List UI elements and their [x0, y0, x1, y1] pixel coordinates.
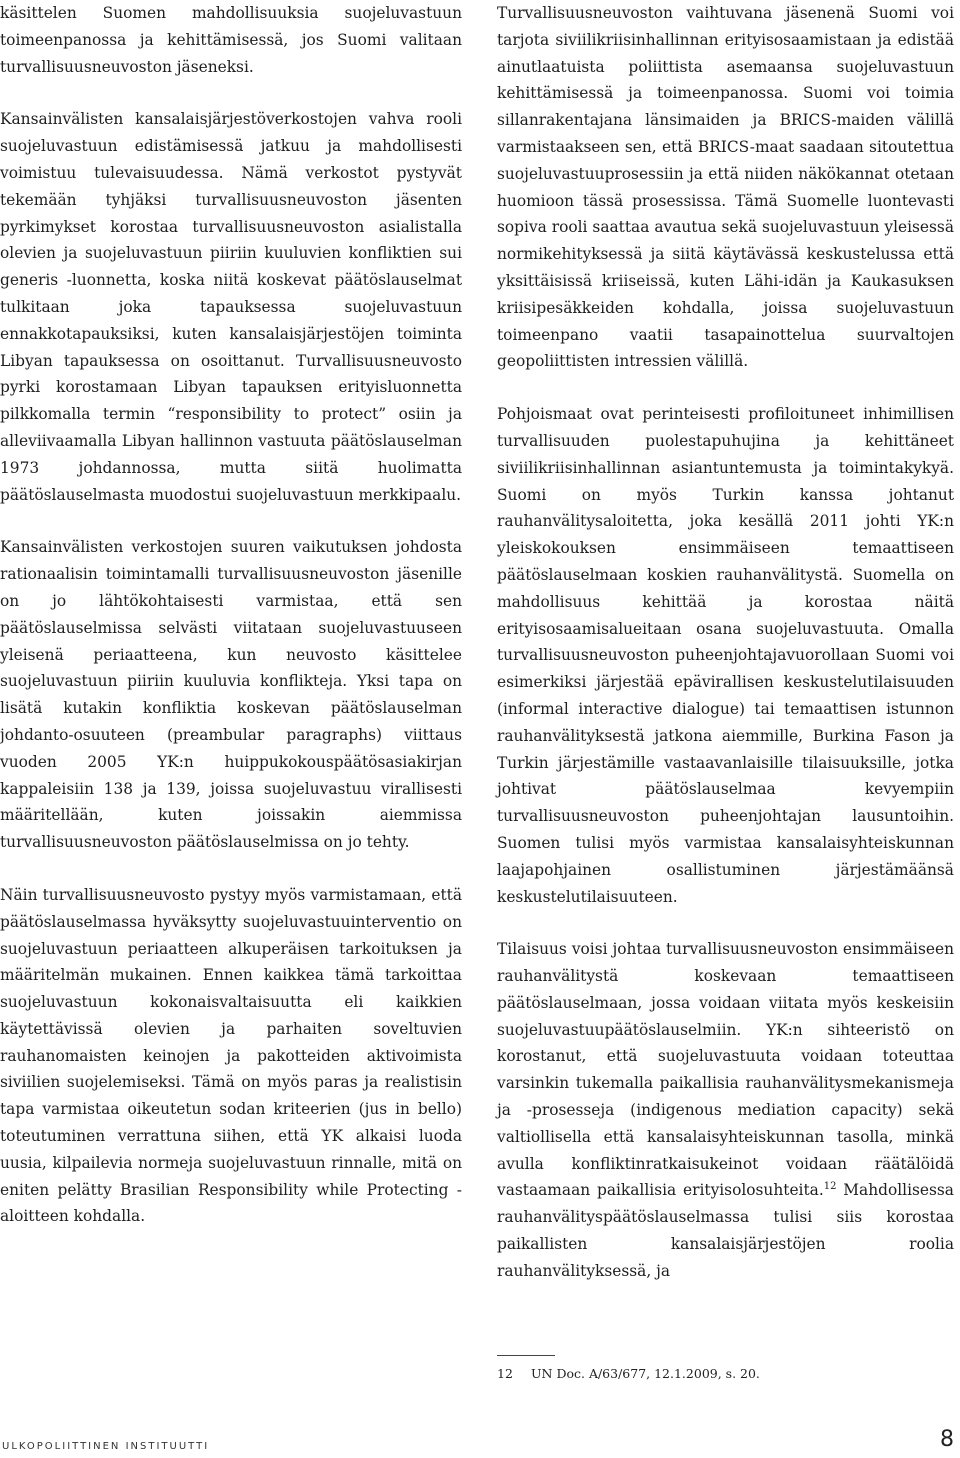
footnote: [497, 1364, 952, 1384]
right-column: [497, 0, 954, 1285]
footnote-reference[interactable]: 12: [823, 1181, 837, 1193]
footnote-divider: [497, 1355, 555, 1356]
footnote-number: 12: [497, 1366, 513, 1381]
paragraph: Turvallisuusneuvoston vaihtuvana jäsenenä Suomi voi tarjota siviilikriisinhallinnan erityisosaamistaan ja edistää ainutlaatuista poliittista asemaansa suojeluvastuun kehittämisessä ja toimeenpanossa. Suomi voi toimia sillanrakentajana länsimaiden ja BRICS-maiden välillä varmistaakseen sen, että BRICS-maat saadaan sitoutettua suojeluvastuuprosessiin ja että niiden näkökannat otetaan huomioon tässä prosessissa. Tämä Suomelle luontevasti sopiva rooli saattaa avautua sekä suojeluvastuun yleisessä normikehityksessä ja siitä käytävässä keskustelussa että yksittäisissä kriiseissä, kuten Lähi-idän ja Kaukasuksen kriisipesäkkeiden kohdalla, joissa suojeluvastuun toimeenpano vaatii tasapainottelua suurvaltojen geopoliittisten intressien välillä.: [497, 4, 954, 371]
footer-publisher: ULKOPOLIITTINEN INSTITUUTTI: [2, 1441, 210, 1452]
paragraph: Kansainvälisten verkostojen suuren vaikutuksen johdosta rationaalisin toimintamalli turvallisuusneuvoston jäsenille on jo lähtökohtaisesti varmistaa, että sen päätöslauselmissa selvästi viitataan suojeluvastuuseen yleisenä periaatteena, kun neuvosto käsittelee suojeluvastuun piiriin kuuluvia konflikteja. Yksi tapa on lisätä kutakin konfliktia koskevan päätöslauselman johdanto-osuuteen (preambular paragraphs) viittaus vuoden 2005 YK:n huippukokouspäätösasiakirjan kappaleisiin 138 ja 139, joissa suojeluvastuu virallisesti määritellään, kuten joissakin aiemmissa turvallisuusneuvoston päätöslauselmissa on jo tehty.: [0, 538, 462, 852]
paragraph: käsittelen Suomen mahdollisuuksia suojeluvastuun toimeenpanossa ja kehittämisessä, jos Suomi valitaan turvallisuusneuvoston jäseneksi.: [0, 4, 462, 76]
paragraph: Pohjoismaat ovat perinteisesti profiloituneet inhimillisen turvallisuuden puolestapuhujina ja kehittäneet siviilikriisinhallinnan asiantuntemusta ja toimintakykyä. Suomi on myös Turkin kanssa johtanut rauhanvälitysaloitetta, joka kesällä 2011 johti YK:n yleiskokouksen ensimmäiseen temaattiseen päätöslauselmaan koskien rauhanvälitystä. Suomella on mahdollisuus kehittää ja korostaa näitä erityisosaamisalueitaan osana suojeluvastuuta. Omalla turvallisuusneuvoston puheenjohtajavuorollaan Suomi voi esimerkiksi järjestää epävirallisen keskustelutilaisuuden (informal interactive dialogue) tai temaattisen istunnon rauhanvälityksestä jatkona aiemmille, Burkina Fason ja Turkin järjestämille vastaavanlaisille tilaisuuksille, jotka johtivat päätöslauselmaa kevyempiin turvallisuusneuvoston puheenjohtajan lausuntoihin. Suomen tulisi myös varmistaa kansalaisyhteiskunnan laajapohjainen osallistuminen järjestämäänsä keskustelutilaisuuteen.: [497, 405, 954, 906]
left-column: [0, 0, 462, 1230]
page-number: 8: [940, 1427, 954, 1452]
paragraph: [497, 936, 954, 1284]
paragraph-text: Mahdollisessa rauhanvälityspäätöslauselmassa tulisi siis korostaa paikallisten kansalaisjärjestöjen roolia rauhanvälityksessä, ja: [497, 1181, 954, 1280]
paragraph: Näin turvallisuusneuvosto pystyy myös varmistamaan, että päätöslauselmassa hyväksytty suojeluvastuuinterventio on suojeluvastuun periaatteen alkuperäisen tarkoituksen ja määritelmän mukainen. Ennen kaikkea tämä tarkoittaa suojeluvastuun kokonaisvaltaisuutta eli kaikkien käytettävissä olevien ja parhaiten soveltuvien rauhanomaisten keinojen ja pakotteiden aktivoimista siviilien suojelemiseksi. Tämä on myös paras ja realistisin tapa varmistaa oikeutetun sodan kriteerien (jus in bello) toteutuminen verrattuna siihen, että YK alkaisi luoda uusia, kilpailevia normeja suojeluvastuun rinnalle, mitä on eniten pelätty Brasilian Responsibility while Protecting -aloitteen kohdalla.: [0, 885, 462, 1226]
paragraph: Kansainvälisten kansalaisjärjestöverkostojen vahva rooli suojeluvastuun edistämisessä jatkuu ja mahdollisesti voimistuu tulevaisuudessa. Nämä verkostot pystyvät tekemään tyhjäksi turvallisuusneuvoston jäsenten pyrkimykset korostaa turvallisuusneuvoston asialistalla olevien ja suojeluvastuun piiriin kuuluvien konfliktien sui generis -luonnetta, koska niitä koskevat päätöslauselmat tulkitaan joka tapauksessa suojeluvastuun ennakkotapauksiksi, kuten kansalaisjärjestöjen toiminta Libyan tapauksessa on osoittanut. Turvallisuusneuvosto pyrki korostamaan Libyan tapauksen erityisluonnetta pilkkomalla termin “responsibility to protect” osiin ja alleviivaamalla Libyan hallinnon vastuuta päätöslauselman 1973 johdannossa, mutta siitä huolimatta päätöslauselmasta muodostui suojeluvastuun merkkipaalu.: [0, 110, 462, 504]
footnote-text: UN Doc. A/63/677, 12.1.2009, s. 20.: [531, 1366, 760, 1381]
paragraph-text: Tilaisuus voisi johtaa turvallisuusneuvoston ensimmäiseen rauhanvälitystä koskevaan temaattiseen päätöslauselmaan, jossa voidaan viitata myös keskeisiin suojeluvastuupäätöslauselmiin. YK:n sihteeristö on korostanut, että suojeluvastuuta voidaan toteuttaa varsinkin tukemalla paikallisia rauhanvälitysmekanismeja ja -prosesseja (indigenous mediation capacity) sekä valtiollisella että kansalaisyhteiskunnan tasolla, minkä avulla konfliktinratkaisukeinot voidaan räätälöidä vastaamaan paikallisia erityisolosuhteita.: [497, 940, 954, 1200]
